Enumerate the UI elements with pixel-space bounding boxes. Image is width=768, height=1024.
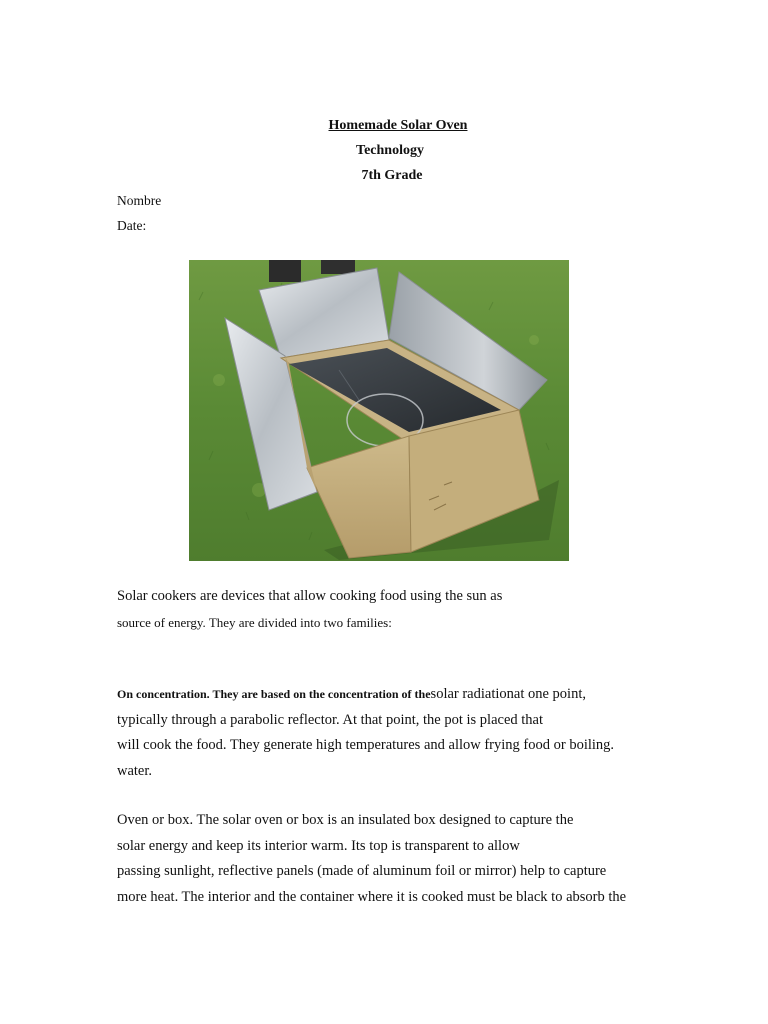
date-field-label: Date: <box>117 218 147 233</box>
oven-line-4: more heat. The interior and the container where it is cooked must be black to absorb the <box>117 888 627 905</box>
document-title: Homemade Solar Oven <box>328 118 468 133</box>
document-subject: Technology <box>356 143 424 158</box>
oven-paragraph <box>117 808 677 910</box>
concentration-line-2: typically through a parabolic reflector. At that point, the pot is placed that <box>117 711 544 728</box>
oven-line-3: passing sunlight, reflective panels (made of aluminum foil or mirror) help to capture <box>117 863 607 879</box>
concentration-line-1-rest: solar radiationat one point, <box>430 686 586 702</box>
name-field-label: Nombre <box>117 193 162 208</box>
solar-oven-illustration <box>189 260 569 561</box>
oven-line-1: Oven or box. The solar oven or box is an insulated box designed to capture the <box>117 812 574 828</box>
intro-line-2: source of energy. They are divided into two families: <box>117 614 392 630</box>
concentration-line-3: will cook the food. They generate high temperatures and allow frying food or boiling. <box>117 737 615 753</box>
concentration-line-1 <box>117 682 677 708</box>
concentration-paragraph <box>117 682 677 784</box>
concentration-lead: On concentration. They are based on the concentration of the <box>117 687 431 701</box>
intro-paragraph <box>117 584 677 635</box>
solar-oven-photo <box>189 260 569 561</box>
intro-line-1: Solar cookers are devices that allow cooking food using the sun as <box>117 588 503 604</box>
concentration-line-4: water. <box>117 762 153 779</box>
oven-line-2: solar energy and keep its interior warm. Its top is transparent to allow <box>117 837 520 854</box>
document-grade: 7th Grade <box>361 168 423 183</box>
